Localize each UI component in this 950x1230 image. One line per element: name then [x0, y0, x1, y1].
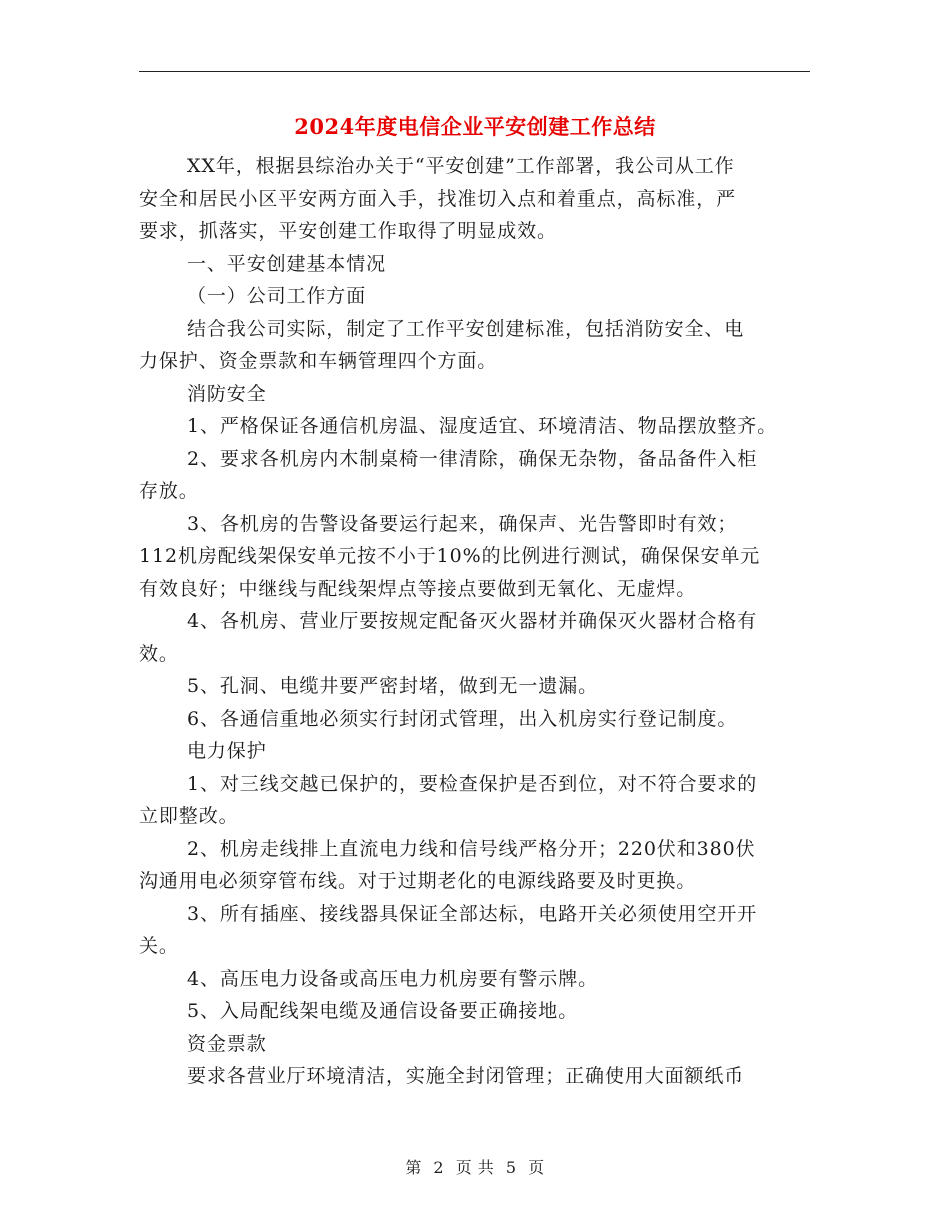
- category-heading: 消防安全: [187, 382, 267, 405]
- list-item: 3、各机房的告警设备要运行起来，确保声、光告警即时有效；: [187, 512, 738, 535]
- header-rule: [139, 71, 810, 72]
- text-line: 要求，抓落实，平安创建工作取得了明显成效。: [139, 220, 557, 242]
- text-line: 效。: [139, 642, 179, 665]
- subsection-heading: （一）公司工作方面: [187, 285, 367, 307]
- text-line: 要求各营业厅环境清洁，实施全封闭管理；正确使用大面额纸币: [187, 1065, 745, 1087]
- footer-middle: 页 共: [455, 1158, 495, 1177]
- page-number: 2: [433, 1158, 445, 1177]
- text-line: 关。: [139, 935, 179, 957]
- list-item: 5、孔洞、电缆井要严密封堵，做到无一遗漏。: [187, 675, 598, 697]
- document-body: [139, 150, 819, 1093]
- list-item: 4、高压电力设备或高压电力机房要有警示牌。: [187, 967, 598, 990]
- text-line: 存放。: [139, 480, 199, 502]
- list-item: 5、入局配线架电缆及通信设备要正确接地。: [187, 1000, 579, 1022]
- list-item: 6、各通信重地必须实行封闭式管理，出入机房实行登记制度。: [187, 707, 738, 730]
- list-item: 1、严格保证各通信机房温、湿度适宜、环境清洁、物品摆放整齐。: [187, 415, 778, 437]
- list-item: 3、所有插座、接线器具保证全部达标，电路开关必须使用空开开: [187, 902, 758, 925]
- page-footer: [0, 1155, 950, 1178]
- list-item: 2、机房走线排上直流电力线和信号线严格分开；220伏和380伏: [187, 837, 756, 860]
- category-heading: 资金票款: [187, 1032, 267, 1055]
- text-line: 沟通用电必须穿管布线。对于过期老化的电源线路要及时更换。: [139, 870, 697, 892]
- category-heading: 电力保护: [187, 740, 267, 762]
- document-title: 2024年度电信企业平安创建工作总结: [294, 114, 656, 139]
- text-line: 力保护、资金票款和车辆管理四个方面。: [139, 350, 498, 372]
- text-line: 立即整改。: [139, 805, 239, 827]
- footer-suffix: 页: [528, 1158, 545, 1177]
- text-line: 结合我公司实际，制定了工作平安创建标准，包括消防安全、电: [187, 317, 745, 340]
- page-total: 5: [505, 1158, 517, 1177]
- list-item: 4、各机房、营业厅要按规定配备灭火器材并确保灭火器材合格有: [187, 610, 758, 632]
- text-line: 112机房配线架保安单元按不小于10%的比例进行测试，确保保安单元: [139, 545, 761, 567]
- text-line: 安全和居民小区平安两方面入手，找准切入点和着重点，高标准，严: [139, 187, 737, 210]
- footer-prefix: 第: [405, 1158, 422, 1177]
- list-item: 1、对三线交越已保护的，要检查保护是否到位，对不符合要求的: [187, 772, 758, 795]
- text-line: XX年，根据县综治办关于“平安创建”工作部署，我公司从工作: [187, 155, 735, 177]
- section-heading: 一、平安创建基本情况: [187, 252, 387, 275]
- text-line: 有效良好；中继线与配线架焊点等接点要做到无氧化、无虚焊。: [139, 577, 697, 600]
- list-item: 2、要求各机房内木制桌椅一律清除，确保无杂物，备品备件入柜: [187, 447, 758, 470]
